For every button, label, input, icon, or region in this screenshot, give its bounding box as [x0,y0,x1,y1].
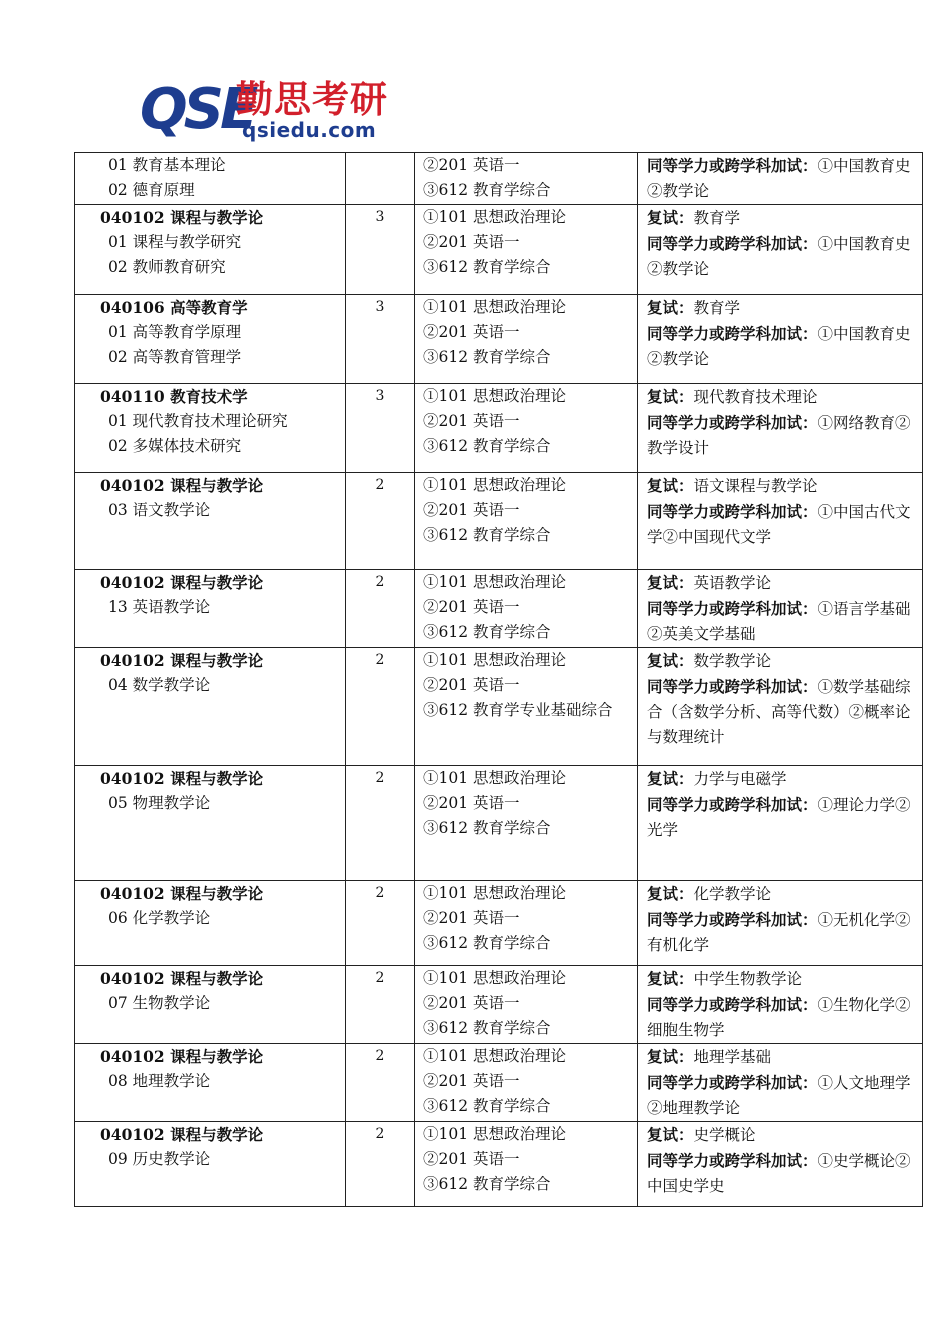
exam-subject: ②201 英语一 [423,598,520,616]
retest-subject: 教育学 [693,209,741,227]
research-direction: 02 德育原理 [108,181,195,199]
program-code: 040102 课程与教学论 [100,769,264,788]
extra-exam-subjects: ①语言学基础②英美文学基础 [647,600,911,643]
exam-subject: ①101 思想政治理论 [423,298,567,316]
quota-cell [346,205,415,295]
program-cell [75,966,346,1044]
retest-subject: 中学生物教学论 [693,970,803,988]
table-row [75,766,923,881]
extra-exam-subjects: ①中国教育史②教学论 [647,157,911,200]
retest-subject: 力学与电磁学 [693,770,787,788]
program-cell [75,384,346,473]
exam-subject: ③612 教育学综合 [423,1019,551,1037]
retest-subject: 史学概论 [693,1126,756,1144]
extra-exam-label: 同等学力或跨学科加试： [647,995,818,1014]
notes-cell [638,473,923,570]
retest-label: 复试： [647,573,694,592]
research-direction: 03 语文教学论 [108,501,211,519]
admissions-table [74,152,923,1207]
exam-subjects-cell [415,1044,638,1122]
extra-exam-subjects: ①中国古代文学②中国现代文学 [647,503,911,546]
program-cell [75,881,346,966]
exam-subject: ①101 思想政治理论 [423,884,567,902]
program-cell [75,648,346,766]
exam-subject: ②201 英语一 [423,501,520,519]
extra-exam-subjects: ①史学概论②中国史学史 [647,1152,911,1195]
enrollment-quota: 2 [375,770,385,786]
retest-subject: 教育学 [693,299,741,317]
retest-subject: 语文课程与教学论 [693,477,818,495]
notes-cell [638,384,923,473]
exam-subject: ②201 英语一 [423,323,520,341]
notes-cell [638,570,923,648]
table-body [75,153,923,1207]
extra-exam-label: 同等学力或跨学科加试： [647,1151,818,1170]
table-row [75,881,923,966]
exam-subjects-cell [415,473,638,570]
extra-exam-subjects: ①理论力学②光学 [647,796,911,839]
research-direction: 09 历史教学论 [108,1150,211,1168]
exam-subject: ②201 英语一 [423,676,520,694]
quota-cell [346,881,415,966]
quota-cell [346,648,415,766]
retest-subject: 英语教学论 [693,574,772,592]
research-direction: 13 英语教学论 [108,598,211,616]
exam-subject: ②201 英语一 [423,1072,520,1090]
program-code: 040102 课程与教学论 [100,1047,264,1066]
exam-subject: ②201 英语一 [423,994,520,1012]
research-direction: 04 数学教学论 [108,676,211,694]
qse-logo [140,76,410,146]
enrollment-quota: 2 [375,1126,385,1142]
exam-subject: ③612 教育学综合 [423,1097,551,1115]
program-cell [75,766,346,881]
exam-subject: ①101 思想政治理论 [423,1047,567,1065]
research-direction: 01 教育基本理论 [108,156,226,174]
exam-subjects-cell [415,966,638,1044]
program-cell [75,205,346,295]
notes-cell [638,153,923,205]
exam-subject: ①101 思想政治理论 [423,476,567,494]
exam-subject: ②201 英语一 [423,412,520,430]
program-cell [75,295,346,384]
extra-exam-label: 同等学力或跨学科加试： [647,156,818,175]
enrollment-quota: 3 [375,388,385,404]
program-cell [75,1122,346,1207]
research-direction: 01 现代教育技术理论研究 [108,412,288,430]
quota-cell [346,570,415,648]
table-row [75,473,923,570]
program-code: 040102 课程与教学论 [100,573,264,592]
quota-cell [346,966,415,1044]
exam-subject: ①101 思想政治理论 [423,573,567,591]
exam-subjects-cell [415,648,638,766]
program-code: 040102 课程与教学论 [100,969,264,988]
exam-subject: ①101 思想政治理论 [423,208,567,226]
program-cell [75,570,346,648]
notes-cell [638,766,923,881]
research-direction: 02 高等教育管理学 [108,348,242,366]
exam-subjects-cell [415,384,638,473]
research-direction: 06 化学教学论 [108,909,211,927]
notes-cell [638,1122,923,1207]
extra-exam-subjects: ①生物化学②细胞生物学 [647,996,911,1039]
enrollment-quota: 3 [375,209,385,225]
research-direction: 02 多媒体技术研究 [108,437,242,455]
extra-exam-label: 同等学力或跨学科加试： [647,677,818,696]
research-direction: 08 地理教学论 [108,1072,211,1090]
exam-subjects-cell [415,1122,638,1207]
extra-exam-label: 同等学力或跨学科加试： [647,599,818,618]
program-cell [75,473,346,570]
research-direction: 05 物理教学论 [108,794,211,812]
notes-cell [638,881,923,966]
exam-subject: ③612 教育学综合 [423,526,551,544]
exam-subject: ②201 英语一 [423,794,520,812]
exam-subject: ②201 英语一 [423,1150,520,1168]
program-code: 040102 课程与教学论 [100,884,264,903]
notes-cell [638,648,923,766]
program-code: 040102 课程与教学论 [100,1125,264,1144]
extra-exam-label: 同等学力或跨学科加试： [647,795,818,814]
notes-cell [638,966,923,1044]
enrollment-quota: 2 [375,477,385,493]
exam-subjects-cell [415,881,638,966]
enrollment-quota: 2 [375,970,385,986]
quota-cell [346,153,415,205]
retest-label: 复试： [647,1047,694,1066]
table-row [75,384,923,473]
logo-url: qsiedu.com [242,118,377,142]
program-code: 040102 课程与教学论 [100,208,264,227]
retest-label: 复试： [647,651,694,670]
exam-subject: ③612 教育学专业基础综合 [423,701,613,719]
extra-exam-subjects: ①数学基础综合（含数学分析、高等代数）②概率论与数理统计 [647,678,911,746]
exam-subjects-cell [415,570,638,648]
logo-chinese-name: 勤思考研 [236,78,388,121]
program-code: 040110 教育技术学 [100,387,248,406]
exam-subject: ②201 英语一 [423,233,520,251]
program-code: 040102 课程与教学论 [100,476,264,495]
quota-cell [346,473,415,570]
research-direction: 07 生物教学论 [108,994,211,1012]
logo-letters: QSE [140,77,255,142]
extra-exam-subjects: ①中国教育史②教学论 [647,235,911,278]
research-direction: 02 教师教育研究 [108,258,226,276]
retest-label: 复试： [647,476,694,495]
enrollment-quota: 2 [375,652,385,668]
table-row [75,1122,923,1207]
retest-subject: 地理学基础 [693,1048,772,1066]
enrollment-quota: 2 [375,574,385,590]
table-row [75,966,923,1044]
exam-subject: ③612 教育学综合 [423,258,551,276]
research-direction: 01 高等教育学原理 [108,323,242,341]
table-row [75,205,923,295]
retest-label: 复试： [647,884,694,903]
exam-subject: ①101 思想政治理论 [423,769,567,787]
enrollment-quota: 2 [375,885,385,901]
exam-subject: ③612 教育学综合 [423,623,551,641]
exam-subject: ③612 教育学综合 [423,348,551,366]
exam-subject: ①101 思想政治理论 [423,651,567,669]
extra-exam-label: 同等学力或跨学科加试： [647,413,818,432]
table-row [75,1044,923,1122]
research-direction: 01 课程与教学研究 [108,233,242,251]
exam-subjects-cell [415,153,638,205]
extra-exam-subjects: ①网络教育②教学设计 [647,414,911,457]
retest-label: 复试： [647,208,694,227]
program-code: 040106 高等教育学 [100,298,248,317]
extra-exam-label: 同等学力或跨学科加试： [647,234,818,253]
extra-exam-label: 同等学力或跨学科加试： [647,1073,818,1092]
enrollment-quota: 2 [375,1048,385,1064]
extra-exam-label: 同等学力或跨学科加试： [647,910,818,929]
extra-exam-subjects: ①中国教育史②教学论 [647,325,911,368]
program-cell [75,1044,346,1122]
exam-subject: ②201 英语一 [423,156,520,174]
retest-label: 复试： [647,1125,694,1144]
exam-subjects-cell [415,295,638,384]
exam-subject: ③612 教育学综合 [423,181,551,199]
table-row [75,648,923,766]
exam-subject: ①101 思想政治理论 [423,387,567,405]
quota-cell [346,766,415,881]
notes-cell [638,295,923,384]
exam-subject: ①101 思想政治理论 [423,969,567,987]
retest-subject: 化学教学论 [693,885,772,903]
quota-cell [346,384,415,473]
exam-subjects-cell [415,205,638,295]
extra-exam-label: 同等学力或跨学科加试： [647,324,818,343]
retest-label: 复试： [647,387,694,406]
notes-cell [638,205,923,295]
quota-cell [346,295,415,384]
exam-subject: ②201 英语一 [423,909,520,927]
extra-exam-subjects: ①无机化学②有机化学 [647,911,911,954]
quota-cell [346,1044,415,1122]
retest-label: 复试： [647,769,694,788]
program-cell [75,153,346,205]
exam-subject: ③612 教育学综合 [423,934,551,952]
retest-label: 复试： [647,298,694,317]
extra-exam-label: 同等学力或跨学科加试： [647,502,818,521]
exam-subjects-cell [415,766,638,881]
extra-exam-subjects: ①人文地理学②地理教学论 [647,1074,911,1117]
retest-subject: 数学教学论 [693,652,772,670]
retest-label: 复试： [647,969,694,988]
exam-subject: ③612 教育学综合 [423,1175,551,1193]
exam-subject: ③612 教育学综合 [423,819,551,837]
program-code: 040102 课程与教学论 [100,651,264,670]
quota-cell [346,1122,415,1207]
exam-subject: ①101 思想政治理论 [423,1125,567,1143]
notes-cell [638,1044,923,1122]
enrollment-quota: 3 [375,299,385,315]
table-row [75,153,923,205]
retest-subject: 现代教育技术理论 [693,388,818,406]
table-row [75,295,923,384]
table-row [75,570,923,648]
exam-subject: ③612 教育学综合 [423,437,551,455]
